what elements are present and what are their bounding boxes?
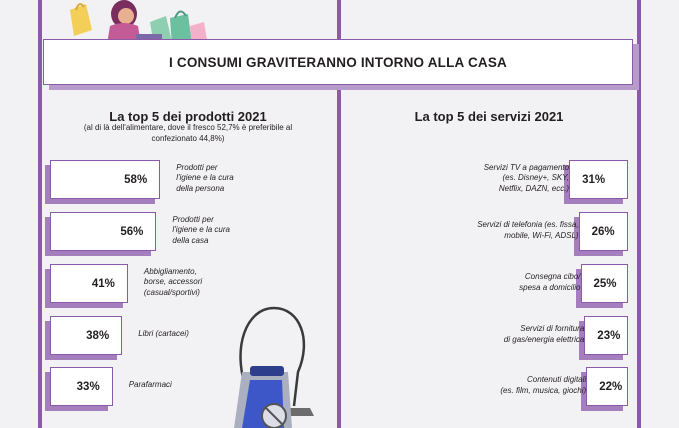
label-line: Servizi di telefonia (es. fissa, — [477, 220, 579, 229]
product-label-3 — [144, 267, 254, 299]
label-line: Contenuti digitali — [527, 375, 587, 384]
product-label-5 — [129, 380, 239, 391]
service-bar-1: 31% — [569, 160, 628, 199]
service-label-2 — [445, 220, 579, 241]
label-line: Consegna cibo/ — [524, 272, 581, 281]
product-bar-5: 33% — [50, 367, 113, 406]
product-bar-3: 41% — [50, 264, 128, 303]
label-line: l'igiene e la cura — [172, 225, 230, 235]
label-line: Parafarmaci — [128, 380, 172, 390]
service-label-3 — [447, 272, 581, 293]
label-line: (es. Disney+, SKY, — [502, 173, 570, 183]
label-line: Prodotti per — [172, 214, 214, 224]
product-label-2 — [172, 215, 282, 247]
service-bar-5: 22% — [586, 367, 628, 406]
divider-right — [637, 0, 641, 428]
label-line: Servizi TV a pagamento — [483, 162, 570, 172]
label-line: l'igiene e la cura — [176, 173, 234, 183]
product-bar-4: 38% — [50, 316, 122, 355]
banner-title: I CONSUMI GRAVITERANNO INTORNO ALLA CASA — [43, 39, 633, 85]
label-line: (casual/sportivi) — [143, 287, 200, 297]
label-line: Libri (cartacei) — [138, 329, 189, 339]
service-label-1 — [435, 163, 569, 195]
service-bar-2: 26% — [579, 212, 628, 251]
products-title: La top 5 dei prodotti 2021 — [109, 109, 267, 124]
service-label-4 — [450, 324, 584, 345]
label-line: di gas/energia elettrica — [503, 334, 585, 344]
label-line: Servizi di fornitura — [520, 324, 585, 333]
service-bar-4: 23% — [584, 316, 628, 355]
label-line: (es. film, musica, giochi) — [500, 385, 587, 395]
services-title: La top 5 dei servizi 2021 — [414, 109, 564, 124]
vacuum-cleaner-illustration — [228, 300, 318, 428]
label-line: della casa — [172, 235, 209, 245]
label-line: della persona — [176, 183, 225, 193]
label-line: Netflix, DAZN, ecc.) — [498, 183, 570, 193]
products-subtitle: (al di là dell'alimentare, dove il fresco 52,7% è preferibile al confezionato 44,8%) — [83, 123, 293, 143]
label-line: Prodotti per — [176, 162, 218, 172]
label-line: spesa a domicilio — [519, 282, 581, 292]
divider-left — [38, 0, 42, 428]
service-bar-3: 25% — [581, 264, 629, 303]
product-bar-1: 58% — [50, 160, 160, 199]
label-line: borse, accessori — [143, 277, 203, 287]
label-line: Abbigliamento, — [143, 266, 197, 276]
label-line: mobile, Wi-Fi, ADSL) — [504, 230, 579, 240]
service-label-5 — [452, 375, 586, 396]
product-bar-2: 56% — [50, 212, 156, 251]
product-label-1 — [176, 163, 286, 195]
